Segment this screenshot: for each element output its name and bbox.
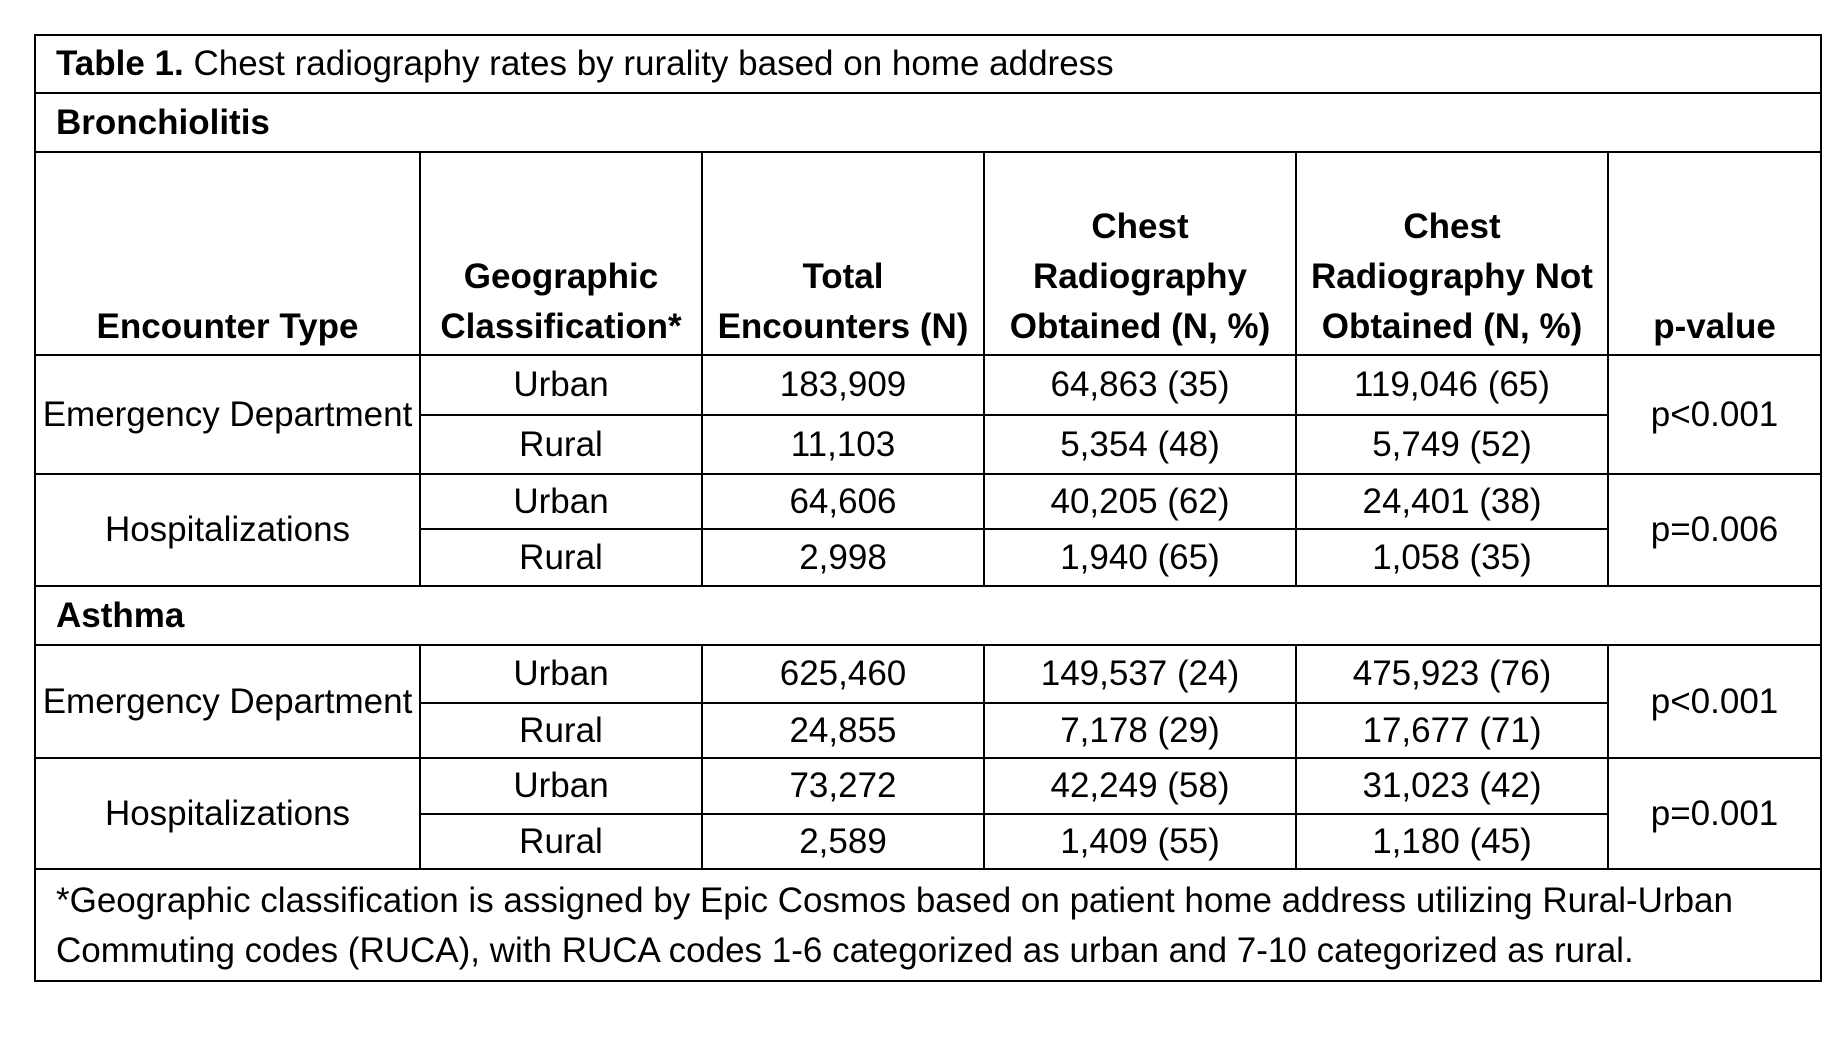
- col-header-not-obtained: Chest Radiography Not Obtained (N, %): [1296, 152, 1608, 355]
- not-obtained-cell: 119,046 (65): [1296, 355, 1608, 415]
- not-obtained-cell: 17,677 (71): [1296, 703, 1608, 758]
- encounter-type-cell: Emergency Department: [35, 645, 420, 758]
- pvalue-cell: p=0.001: [1608, 758, 1821, 869]
- geo-cell: Rural: [420, 529, 702, 586]
- encounter-type-cell: Hospitalizations: [35, 758, 420, 869]
- not-obtained-cell: 5,749 (52): [1296, 415, 1608, 474]
- col-header-pvalue: p-value: [1608, 152, 1821, 355]
- obtained-cell: 1,940 (65): [984, 529, 1296, 586]
- geo-cell: Rural: [420, 703, 702, 758]
- col-header-obtained: Chest Radiography Obtained (N, %): [984, 152, 1296, 355]
- not-obtained-cell: 1,180 (45): [1296, 814, 1608, 869]
- pvalue-cell: p<0.001: [1608, 645, 1821, 758]
- obtained-cell: 42,249 (58): [984, 758, 1296, 814]
- geo-cell: Urban: [420, 758, 702, 814]
- table-footnote: *Geographic classification is assigned by Epic Cosmos based on patient home address utilizing Rural-Urban Commuting codes (RUCA), with RUCA codes 1-6 categorized as urban and 7-10 categorized as rural.: [35, 869, 1821, 981]
- radiography-table: [34, 34, 1822, 982]
- obtained-cell: 1,409 (55): [984, 814, 1296, 869]
- geo-cell: Rural: [420, 415, 702, 474]
- obtained-cell: 149,537 (24): [984, 645, 1296, 703]
- pvalue-cell: p<0.001: [1608, 355, 1821, 474]
- table-title: [35, 35, 1821, 93]
- encounter-type-cell: Emergency Department: [35, 355, 420, 474]
- table-title-label: Table 1.: [56, 44, 184, 83]
- col-header-geographic: Geographic Classification*: [420, 152, 702, 355]
- total-cell: 11,103: [702, 415, 984, 474]
- total-cell: 2,998: [702, 529, 984, 586]
- col-header-total: Total Encounters (N): [702, 152, 984, 355]
- geo-cell: Urban: [420, 474, 702, 529]
- total-cell: 73,272: [702, 758, 984, 814]
- section-header-asthma: Asthma: [35, 586, 1821, 645]
- total-cell: 183,909: [702, 355, 984, 415]
- geo-cell: Urban: [420, 645, 702, 703]
- pvalue-cell: p=0.006: [1608, 474, 1821, 586]
- not-obtained-cell: 1,058 (35): [1296, 529, 1608, 586]
- geo-cell: Urban: [420, 355, 702, 415]
- not-obtained-cell: 24,401 (38): [1296, 474, 1608, 529]
- encounter-type-cell: Hospitalizations: [35, 474, 420, 586]
- obtained-cell: 64,863 (35): [984, 355, 1296, 415]
- table-row: [35, 758, 1821, 814]
- total-cell: 24,855: [702, 703, 984, 758]
- geo-cell: Rural: [420, 814, 702, 869]
- not-obtained-cell: 31,023 (42): [1296, 758, 1608, 814]
- table-row: [35, 474, 1821, 529]
- obtained-cell: 7,178 (29): [984, 703, 1296, 758]
- total-cell: 2,589: [702, 814, 984, 869]
- table-title-text: Chest radiography rates by rurality based on home address: [183, 44, 1114, 83]
- obtained-cell: 5,354 (48): [984, 415, 1296, 474]
- total-cell: 64,606: [702, 474, 984, 529]
- obtained-cell: 40,205 (62): [984, 474, 1296, 529]
- not-obtained-cell: 475,923 (76): [1296, 645, 1608, 703]
- col-header-encounter-type: Encounter Type: [35, 152, 420, 355]
- table-row: [35, 355, 1821, 415]
- section-header-bronchiolitis: Bronchiolitis: [35, 93, 1821, 152]
- table-row: [35, 645, 1821, 703]
- total-cell: 625,460: [702, 645, 984, 703]
